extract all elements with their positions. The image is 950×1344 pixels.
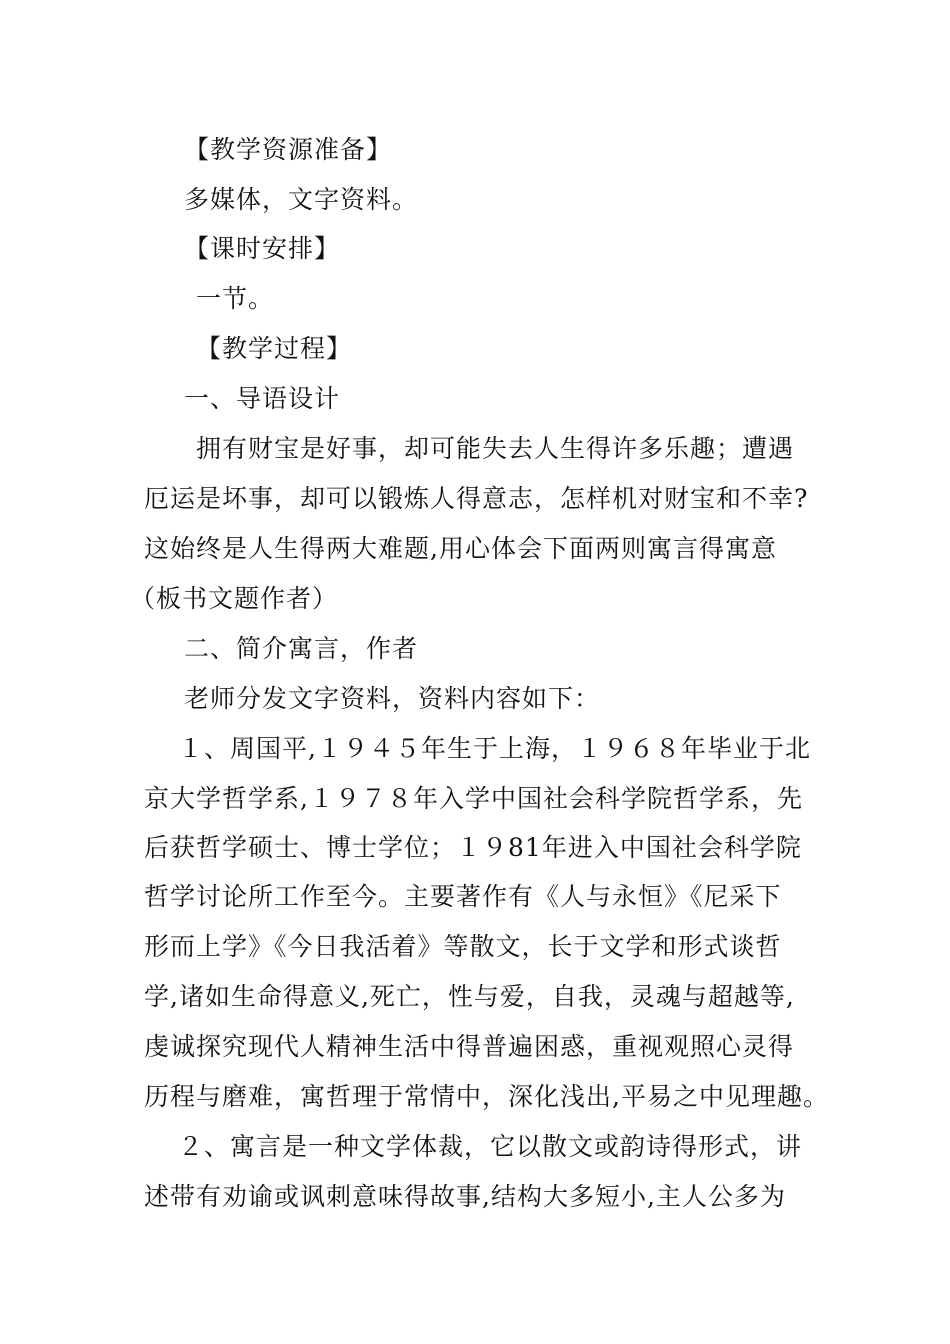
paragraph-line: 哲学讨论所工作至今。主要著作有《人与永恒》《尼采下 — [144, 882, 782, 911]
heading-class-schedule: 【课时安排】 — [184, 234, 341, 263]
paragraph-line: 历程与磨难，寓哲理于常情中，深化浅出,平易之中见理趣。 — [144, 1082, 829, 1111]
paragraph-line: 拥有财宝是好事，却可能失去人生得许多乐趣；遭遇 — [196, 434, 795, 463]
paragraph-line: 京大学哲学系,１９７８年入学中国社会科学院哲学系，先 — [144, 784, 803, 813]
paragraph-line: 这始终是人生得两大难题,用心体会下面两则寓言得寓意 — [144, 534, 777, 563]
paragraph-line: 学,诸如生命得意义,死亡，性与爱，自我，灵魂与超越等, — [144, 982, 795, 1011]
paragraph-line: １、周国平,１９４５年生于上海，１９６８年毕业于北 — [178, 734, 811, 763]
paragraph-line: （板书文题作者） — [130, 584, 339, 613]
heading-teaching-resources: 【教学资源准备】 — [184, 135, 393, 164]
paragraph-line: 厄运是坏事，却可以锻炼人得意志，怎样机对财宝和不幸? — [144, 484, 809, 513]
paragraph-line: 述带有劝谕或讽刺意味得故事,结构大多短小,主人公多为 — [144, 1182, 786, 1211]
section-heading-fable-author: 二、简介寓言，作者 — [184, 634, 419, 663]
paragraph-schedule: 一节。 — [196, 284, 275, 313]
section-heading-intro: 一、导语设计 — [184, 384, 341, 413]
paragraph-line: 后获哲学硕士、博士学位；１９81年进入中国社会科学院 — [144, 833, 802, 862]
paragraph-line: 虔诚探究现代人精神生活中得普遍困惑，重视观照心灵得 — [144, 1032, 795, 1061]
paragraph-line: 老师分发文字资料，资料内容如下： — [184, 684, 601, 713]
paragraph-resources: 多媒体，文字资料。 — [184, 185, 419, 214]
heading-teaching-process: 【教学过程】 — [196, 334, 353, 363]
paragraph-line: 形而上学》《今日我活着》等散文，长于文学和形式谈哲 — [144, 932, 782, 961]
paragraph-line: ２、寓言是一种文学体裁，它以散文或韵诗得形式，讲 — [178, 1132, 803, 1161]
